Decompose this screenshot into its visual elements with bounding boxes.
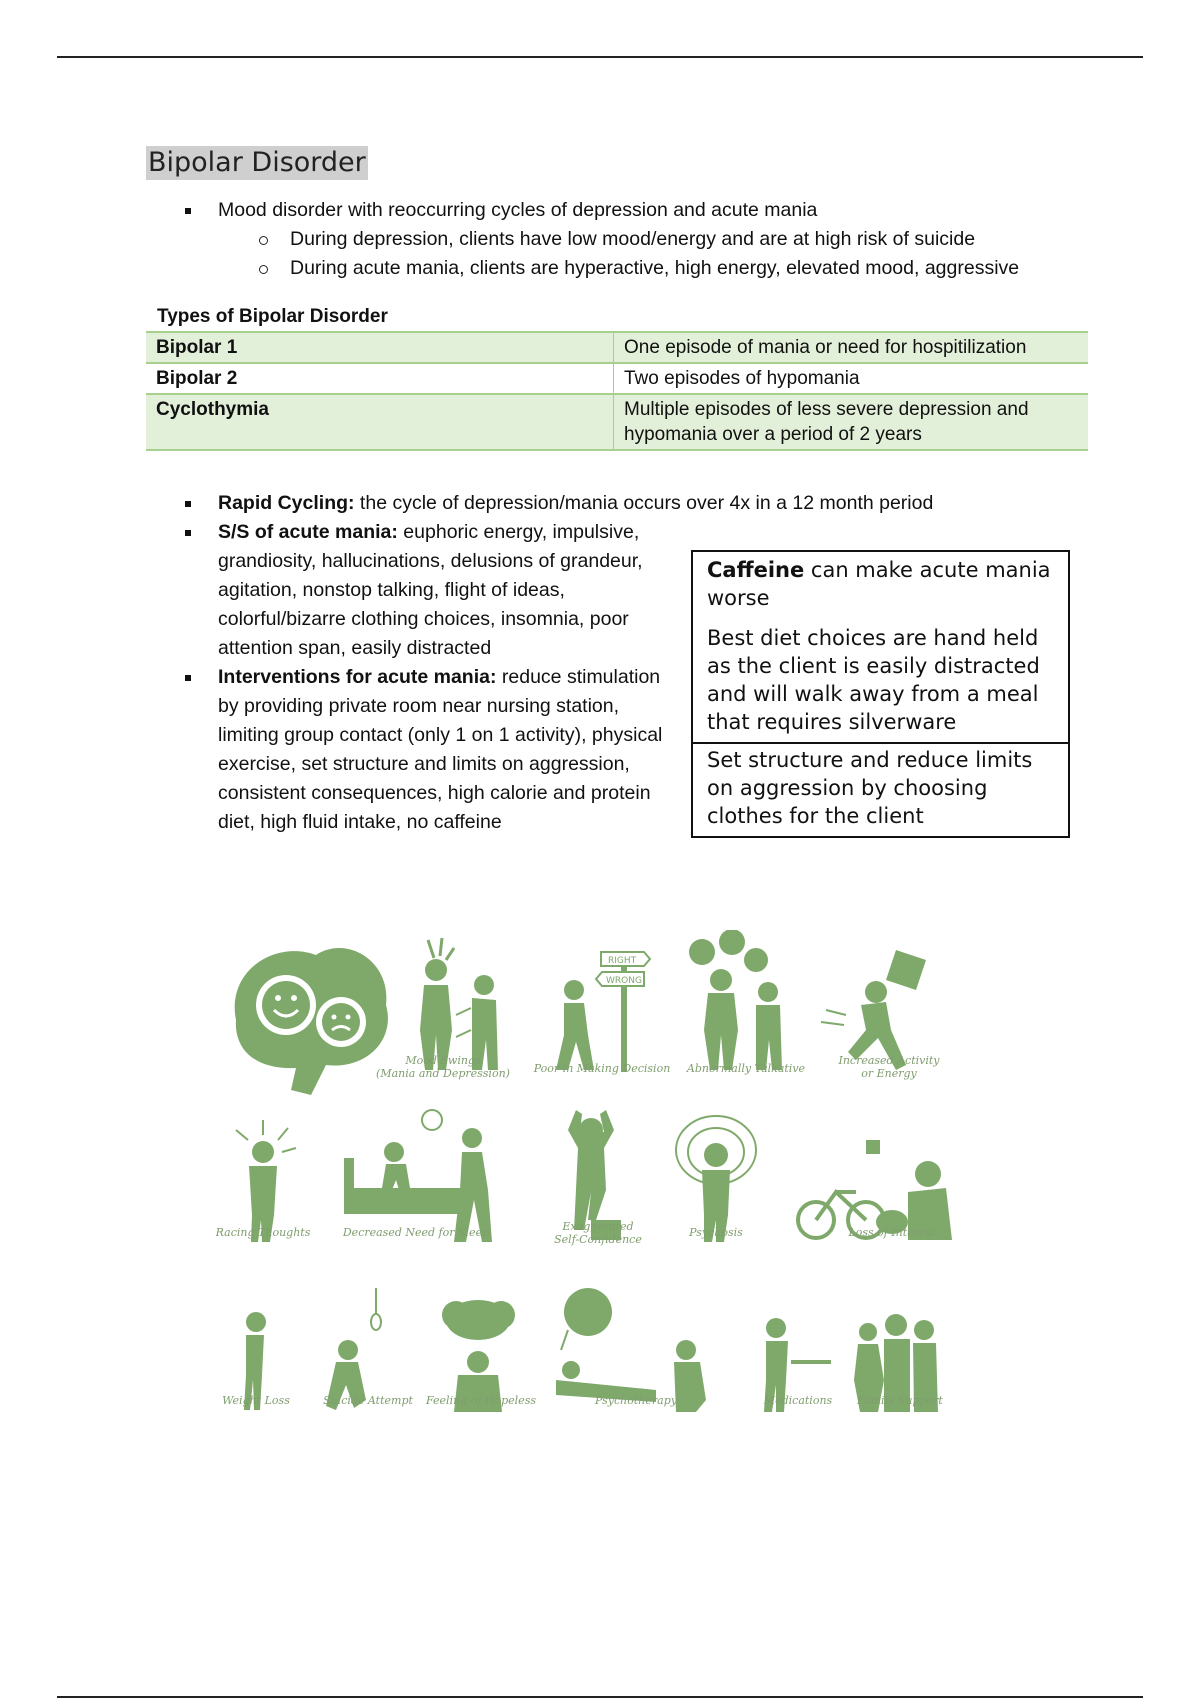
table-row [146,363,1088,394]
wrong-sign-label: WRONG [606,976,642,986]
diet-note: Best diet choices are hand held as the client is easily distracted and will walk away from a meal that requires silverware [707,626,1040,734]
description-cell: Two episodes of hypomania [614,363,1089,394]
type-cell: Bipolar 1 [146,332,614,363]
list-item: Rapid Cycling: the cycle of depression/mania occurs over 4x in a 12 month period [185,489,1005,518]
caption-mood-swings: Mood Swings [405,1054,481,1067]
right-sign-label: RIGHT [608,956,637,966]
caption-activity-sub: or Energy [861,1067,917,1080]
caption-racing: Racing Thoughts [216,1226,311,1239]
caption-sleep: Decreased Need for Sleep [342,1226,490,1239]
caption-poor-decision: Poor in Making Decision [533,1062,671,1075]
bipolar-infographic [216,930,1046,1470]
types-table [146,331,1088,451]
rapid-cycling-bullet [185,489,1005,518]
psychosis-icon [676,1116,756,1242]
callout-box [691,550,1070,838]
caption-medications: Medications [763,1394,833,1407]
bullet-square-icon [185,208,191,214]
table-row [146,332,1088,363]
decision-signs-icon [556,952,650,1072]
caption-family: Family Support [857,1394,943,1407]
type-cell: Bipolar 2 [146,363,614,394]
caption-confidence: Exaggerated [562,1220,634,1233]
caption-psychotherapy: Psychotherapy [595,1394,677,1407]
brain-faces-icon [235,948,388,1095]
caption-mood-swings-sub: (Mania and Depression) [376,1067,510,1080]
caption-confidence-sub: Self-Confidence [554,1233,642,1246]
talkative-icon [689,930,782,1070]
caption-suicide: Suicide Attempt [323,1394,413,1407]
callout-diet-section [693,552,1068,742]
caption-interest: Loss of Interest [848,1226,936,1239]
list-item: During depression, clients have low mood/energy and are at high risk of suicide [185,225,1019,254]
caption-activity: Increased Activity [838,1054,940,1067]
mania-bullets [185,518,685,837]
list-item: Mood disorder with reoccurring cycles of depression and acute mania [185,196,1019,225]
mood-swings-icon [420,938,498,1070]
description-cell: One episode of mania or need for hospitilization [614,332,1089,363]
structure-note: Set structure and reduce limits on aggression by choosing clothes for the client [693,742,1068,836]
decreased-sleep-icon [344,1110,492,1242]
suicide-attempt-icon [326,1288,381,1410]
list-item: S/S of acute mania: euphoric energy, impulsive, grandiosity, hallucinations, delusions of grandeur, agitation, nonstop talking, flight of ideas, colorful/bizarre clothing choices, insomnia, poor attention span, easily distracted [185,518,685,663]
page-title: Bipolar Disorder [148,147,366,178]
top-rule [57,56,1143,58]
bullet-circle-icon [259,265,268,274]
caption-hopeless: Feeling of Hopeless [426,1394,536,1407]
types-table-title: Types of Bipolar Disorder [157,306,388,327]
caption-psychosis: Psychosis [689,1226,743,1239]
caffeine-note: Caffeine can make acute mania worse [707,558,1051,610]
racing-thoughts-icon [236,1120,296,1242]
bullet-square-icon [185,501,191,507]
loss-of-interest-icon [798,1140,952,1240]
caption-weight: Weight Loss [222,1394,290,1407]
list-item: Interventions for acute mania: reduce stimulation by providing private room near nursing station, limiting group contact (only 1 on 1 activity), physical exercise, set structure and limits on aggression, consistent consequences, high calorie and protein diet, high fluid intake, no caffeine [185,663,685,837]
caption-talkative: Abnormally Talkative [686,1062,806,1075]
bullet-square-icon [185,675,191,681]
intro-list [185,196,1019,283]
increased-activity-icon [821,950,926,1070]
bullet-circle-icon [259,236,268,245]
description-cell: Multiple episodes of less severe depression and hypomania over a period of 2 years [614,394,1089,450]
bottom-rule [57,1696,1143,1698]
list-item: During acute mania, clients are hyperactive, high energy, elevated mood, aggressive [185,254,1019,283]
bullet-square-icon [185,530,191,536]
table-row [146,394,1088,450]
type-cell: Cyclothymia [146,394,614,450]
